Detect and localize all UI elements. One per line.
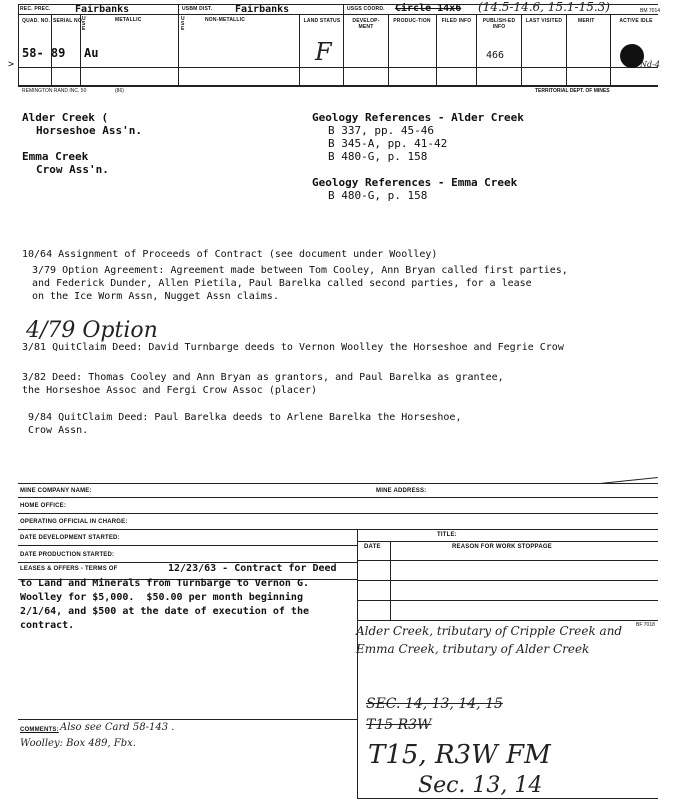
handwritten-struck-1: SEC. 14, 13, 14, 15 bbox=[366, 696, 503, 712]
land-status-label: LAND STATUS bbox=[303, 18, 341, 24]
production-label: PRODUC-TION bbox=[393, 18, 431, 24]
metallic-code: Au bbox=[84, 46, 99, 60]
usgs-coord-label: USGS COORD. bbox=[347, 6, 385, 12]
u-label-2: U bbox=[181, 16, 185, 22]
territorial-label: TERRITORIAL DEPT. OF MINES bbox=[535, 88, 610, 94]
history-entry-3: 3/81 QuitClaim Deed: David Turnbarge deeds to Vernon Woolley the Horseshoe and Fegrie Crow bbox=[22, 342, 564, 353]
metallic-label: METALLIC bbox=[115, 17, 142, 23]
filed-info-label: FILED INFO bbox=[441, 18, 472, 24]
leases-text-5: contract. bbox=[20, 620, 75, 631]
history-entry-5b: Crow Assn. bbox=[28, 425, 89, 436]
leases-text-1: 12/23/63 - Contract for Deed bbox=[168, 563, 337, 574]
small-code: BF 7018 bbox=[636, 622, 655, 628]
handwritten-township: T15, R3W FM bbox=[368, 740, 551, 770]
date-production-label: DATE PRODUCTION STARTED: bbox=[20, 552, 115, 558]
home-office-label: HOME OFFICE: bbox=[20, 503, 67, 509]
leases-text-2: to Land and Minerals from Turnbarge to Vernon G. bbox=[20, 578, 309, 589]
usgs-coord-handwritten: (14.5-14.6, 15.1-15.3) bbox=[478, 0, 610, 14]
history-entry-2c: on the Ice Worm Assn, Nugget Assn claims. bbox=[32, 291, 279, 302]
active-idle-label: ACTIVE IDLE bbox=[619, 18, 653, 24]
comments-handwritten-2: Woolley: Box 489, Fbx. bbox=[20, 738, 136, 749]
development-label: DEVELOP-MENT bbox=[352, 18, 380, 30]
history-entry-5a: 9/84 QuitClaim Deed: Paul Barelka deeds to Arlene Barelka the Horseshoe, bbox=[28, 412, 462, 423]
claim-line-4: Crow Ass'n. bbox=[36, 163, 109, 176]
mine-company-name-label: MINE COMPANY NAME: bbox=[20, 488, 92, 494]
claim-line-2: Horseshoe Ass'n. bbox=[36, 124, 142, 137]
u-label: U bbox=[82, 16, 86, 22]
last-visited-label: LAST VISITED bbox=[525, 18, 563, 24]
history-entry-4b: the Horseshoe Assoc and Fergi Crow Assoc (placer) bbox=[22, 385, 318, 396]
handwritten-option: 4/79 Option bbox=[26, 318, 158, 343]
geology-heading-alder: Geology References - Alder Creek bbox=[312, 111, 524, 124]
form-number: BM 7014 bbox=[640, 8, 661, 14]
quad-no-label: QUAD. NO. bbox=[22, 18, 51, 24]
quad-serial-value: 58- 89 bbox=[22, 46, 66, 60]
s-label: S bbox=[82, 21, 86, 27]
leases-text-3: Woolley for $5,000. $50.00 per month beginning bbox=[20, 592, 303, 603]
s-label-2: S bbox=[181, 21, 185, 27]
active-handwritten: Nd-4 bbox=[640, 60, 660, 69]
claim-line-1: Alder Creek ( bbox=[22, 111, 109, 124]
handwritten-sections: Sec. 13, 14 bbox=[418, 773, 543, 798]
arrow-mark-icon: > bbox=[8, 59, 15, 70]
date-label: DATE bbox=[364, 544, 381, 550]
handwritten-location-1: Alder Creek, tributary of Cripple Creek and bbox=[356, 624, 623, 638]
comments-label: COMMENTS: bbox=[20, 727, 59, 733]
history-entry-2b: and Federick Dunder, Allen Pietila, Paul Barelka called second parties, for a lease bbox=[32, 278, 532, 289]
geology-ref-3: B 480-G, p. 158 bbox=[328, 150, 428, 163]
handwritten-location-2: Emma Creek, tributary of Alder Creek bbox=[356, 642, 590, 656]
history-entry-2a: 3/79 Option Agreement: Agreement made between Tom Cooley, Ann Bryan called first parties, bbox=[32, 265, 568, 276]
published-info-label: PUBLISH-ED INFO bbox=[482, 18, 516, 30]
claim-line-3: Emma Creek bbox=[22, 150, 89, 163]
geology-ref-2: B 345-A, pp. 41-42 bbox=[328, 137, 448, 150]
non-metallic-label: NON-METALLIC bbox=[205, 17, 246, 23]
handwritten-struck-2: T15 R3W bbox=[366, 717, 432, 733]
geology-heading-emma: Geology References - Emma Creek bbox=[312, 176, 518, 189]
reason-stoppage-label: REASON FOR WORK STOPPAGE bbox=[452, 544, 552, 550]
operating-official-label: OPERATING OFFICIAL IN CHARGE: bbox=[20, 519, 128, 525]
e-label: E bbox=[82, 26, 86, 32]
history-entry-1: 10/64 Assignment of Proceeds of Contract (see document under Woolley) bbox=[22, 249, 438, 260]
leases-text-4: 2/1/64, and $500 at the date of execution of the bbox=[20, 606, 309, 617]
history-entry-4a: 3/82 Deed: Thomas Cooley and Ann Bryan as grantors, and Paul Barelka as grantee, bbox=[22, 372, 504, 383]
rec-prec-value: Fairbanks bbox=[75, 4, 130, 15]
geology-ref-1: B 337, pp. 45-46 bbox=[328, 124, 434, 137]
usbm-dist-value: Fairbanks bbox=[235, 4, 290, 15]
title-label: TITLE: bbox=[437, 532, 457, 538]
leases-label: LEASES & OFFERS - TERMS OF bbox=[20, 566, 118, 572]
mine-address-label: MINE ADDRESS: bbox=[376, 488, 427, 494]
printer-code: (86) bbox=[115, 88, 124, 94]
geology-ref-4: B 480-G, p. 158 bbox=[328, 189, 428, 202]
published-value: 466 bbox=[486, 50, 505, 61]
usbm-dist-label: USBM DIST. bbox=[182, 6, 213, 12]
serial-no-label: SERIAL NO. bbox=[53, 18, 84, 24]
merit-label: MERIT bbox=[578, 18, 595, 24]
printer-label: REMINGTON RAND INC. 50 bbox=[22, 88, 87, 94]
land-status-value: F bbox=[315, 38, 332, 66]
rec-prec-label: REC. PREC. bbox=[20, 6, 51, 12]
comments-handwritten-1: Also see Card 58-143 . bbox=[60, 722, 175, 733]
e-label-2: E bbox=[181, 26, 185, 32]
usgs-coord-struck: Circle 14x6 bbox=[395, 3, 462, 14]
date-development-label: DATE DEVELOPMENT STARTED: bbox=[20, 535, 120, 541]
